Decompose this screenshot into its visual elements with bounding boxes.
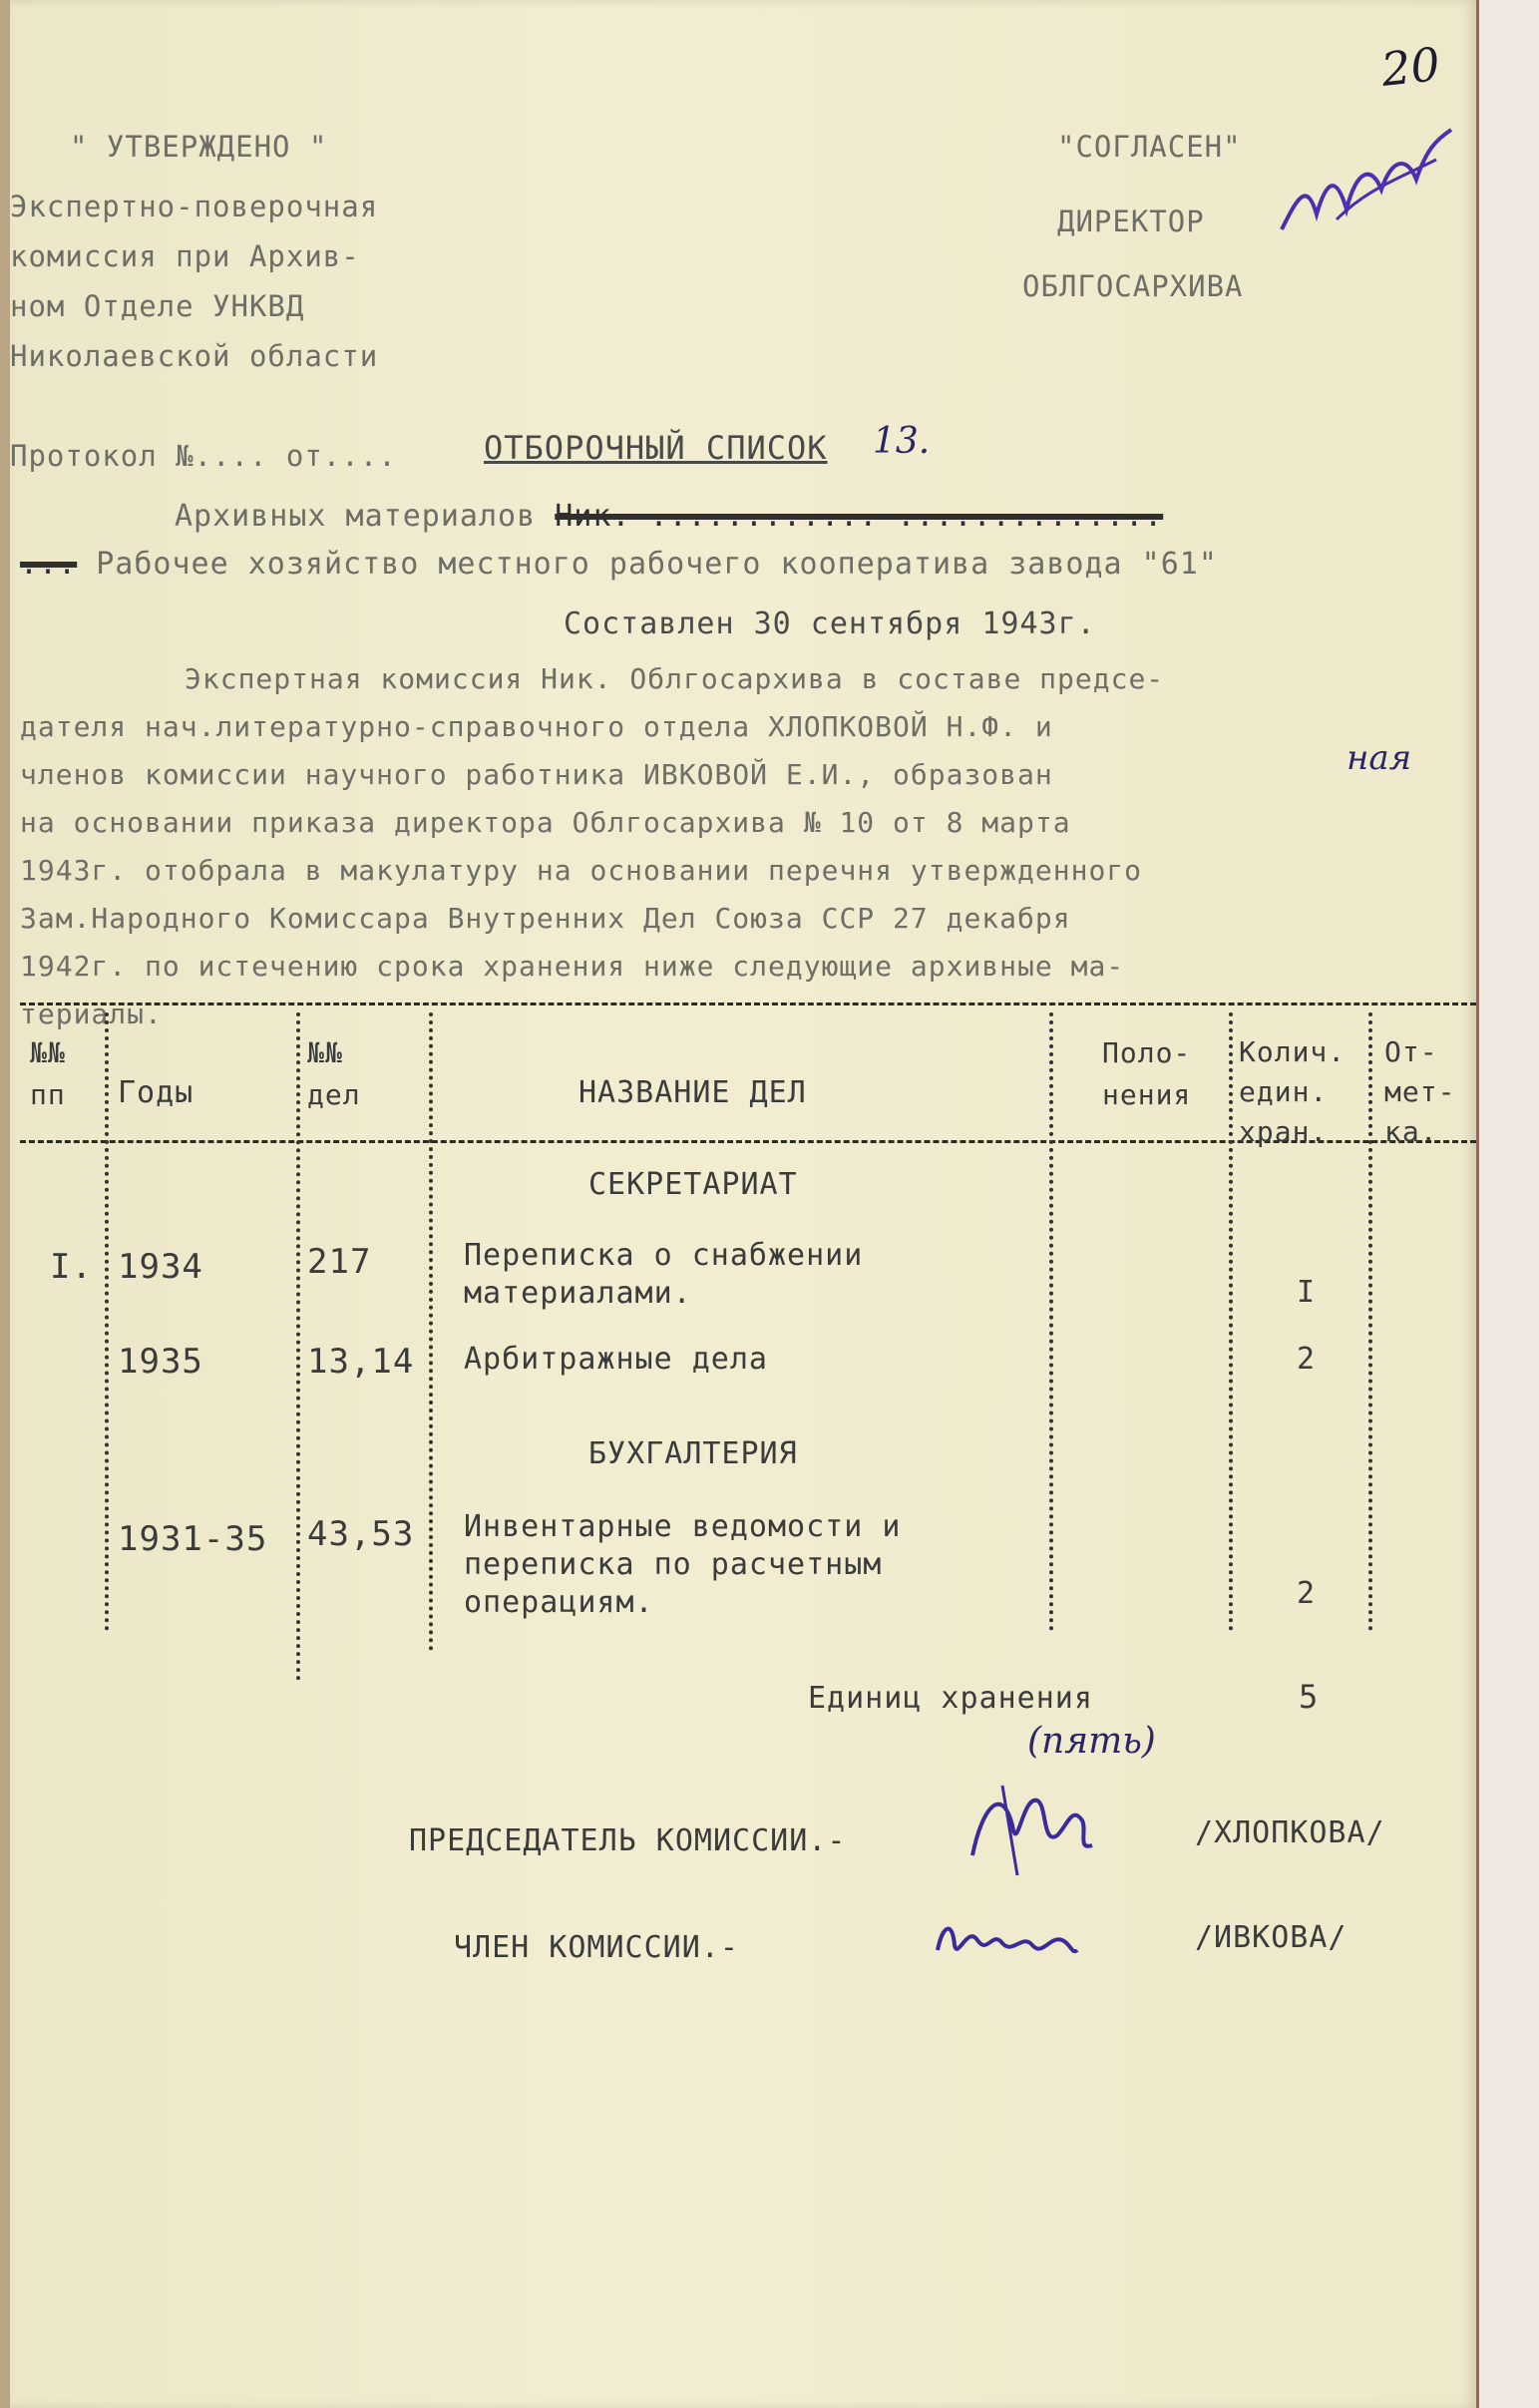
row-1-name-line-1: Переписка о снабжении [464,1238,864,1273]
composed-date: Составлен 30 сентября 1943г. [564,606,1096,641]
header-mark-line-3: ка. [1384,1115,1438,1148]
table-top-rule [20,1003,1476,1005]
director-signature [1277,120,1456,249]
body-line-4: на основании приказа директора Облгосархива № 10 от 8 марта [20,806,1071,839]
page-number: 20 [1378,37,1443,97]
header-mark-line-2: мет- [1384,1075,1456,1108]
body-line-6: Зам.Народного Комиссара Внутренних Дел Союза ССР 27 декабря [20,902,1071,935]
section-title-secretariat: СЕКРЕТАРИАТ [588,1167,798,1202]
agreed-header: "СОГЛАСЕН" [1057,130,1242,164]
row-3-name-line-2: переписка по расчетным [464,1547,883,1582]
total-words: (пять) [1027,1721,1156,1762]
total-value: 5 [1299,1678,1320,1716]
header-notes-line-2: нения [1102,1078,1192,1111]
agreed-archive: ОБЛГОСАРХИВА [1022,269,1244,303]
row-1-qty: I [1297,1275,1317,1310]
row-3-years: 1931-35 [118,1519,268,1559]
title-number: 13. [873,421,931,462]
body-line-7: 1942г. по истечению срока хранения ниже следующие архивные ма- [20,950,1125,983]
row-3-name [464,1508,901,1622]
section-title-accounting: БУХГАЛТЕРИЯ [588,1436,798,1471]
intro-struck-text: Ник. ............ .............. [555,499,1164,534]
header-years: Годы [118,1075,194,1110]
header-qty-line-2: един. [1239,1075,1329,1108]
chair-signature [962,1766,1102,1885]
document-page [10,0,1476,2408]
total-label: Единиц хранения [808,1681,1093,1716]
row-1-num: I. [50,1247,93,1287]
intro-line-1 [175,499,1163,534]
header-mark [1384,1032,1455,1152]
header-notes-line-1: Поло- [1102,1036,1192,1069]
body-hand-insert: ная [1347,738,1412,778]
header-notes [1102,1032,1191,1116]
header-mark-line-1: От- [1384,1035,1438,1068]
column-divider [1049,1012,1053,1631]
member-name: /ИВКОВА/ [1195,1920,1347,1955]
column-divider [296,1012,300,1681]
row-2-years: 1935 [118,1342,203,1382]
member-label: ЧЛЕН КОМИССИИ.- [454,1930,739,1965]
body-line-3: членов комиссии научного работника ИВКОВОЙ Е.И., образован [20,758,1053,791]
chair-name: /ХЛОПКОВА/ [1195,1815,1385,1850]
approved-line-3: ном Отделе УНКВД [10,289,305,323]
column-divider [105,1012,109,1631]
header-num [30,1032,66,1116]
header-qty [1239,1032,1346,1152]
row-1-name [464,1237,863,1313]
document-title: ОТБОРОЧНЫЙ СПИСОК [484,429,828,467]
row-1-case-no: 217 [307,1242,372,1282]
body-line-2: дателя нач.литературно-справочного отдела ХЛОПКОВОЙ Н.Ф. и [20,710,1053,743]
header-num-line-1: №№ [30,1036,66,1069]
body-line-1: Экспертная комиссия Ник. Облгосархива в составе предсе- [185,662,1165,695]
approved-line-4: Николаевской области [10,339,379,373]
row-2-name: Арбитражные дела [464,1342,768,1377]
row-3-name-line-1: Инвентарные ведомости и [464,1509,902,1544]
header-qty-line-3: хран. [1239,1115,1329,1148]
row-2-case-no: 13,14 [307,1342,415,1382]
intro-prefix: Архивных материалов [175,499,537,534]
chair-label: ПРЕДСЕДАТЕЛЬ КОМИССИИ.- [409,1823,847,1858]
column-divider [1368,1012,1372,1631]
row-3-case-no: 43,53 [307,1514,415,1554]
header-case-line-1: №№ [307,1036,343,1069]
column-divider [429,1012,433,1651]
body-line-8: териалы. [20,998,163,1030]
intro-struck-text-2: ... [20,547,78,582]
protocol-line: Протокол №.... от.... [10,439,397,473]
approved-line-1: Экспертно-поверочная [10,190,379,223]
intro-text: Рабочее хозяйство местного рабочего кооператива завода "61" [96,547,1218,582]
row-3-qty: 2 [1297,1576,1317,1611]
member-signature [933,1905,1082,1975]
intro-line-2 [20,547,1218,582]
header-case-no [307,1032,361,1116]
header-qty-line-1: Колич. [1239,1035,1347,1068]
row-1-years: 1934 [118,1247,203,1287]
column-divider [1229,1012,1233,1631]
header-case-line-2: дел [307,1078,361,1111]
body-line-5: 1943г. отобрала в макулатуру на основании перечня утвержденного [20,854,1143,887]
row-3-name-line-3: операциям. [464,1585,654,1620]
approved-header: " УТВЕРЖДЕНО " [70,130,328,164]
header-num-line-2: пп [30,1078,66,1111]
row-2-qty: 2 [1297,1342,1317,1377]
header-name: НАЗВАНИЕ ДЕЛ [578,1075,807,1110]
agreed-director: ДИРЕКТОР [1057,204,1205,238]
approved-line-2: комиссия при Архив- [10,239,360,273]
row-1-name-line-2: материалами. [464,1276,692,1311]
background-strip [1476,0,1539,2408]
